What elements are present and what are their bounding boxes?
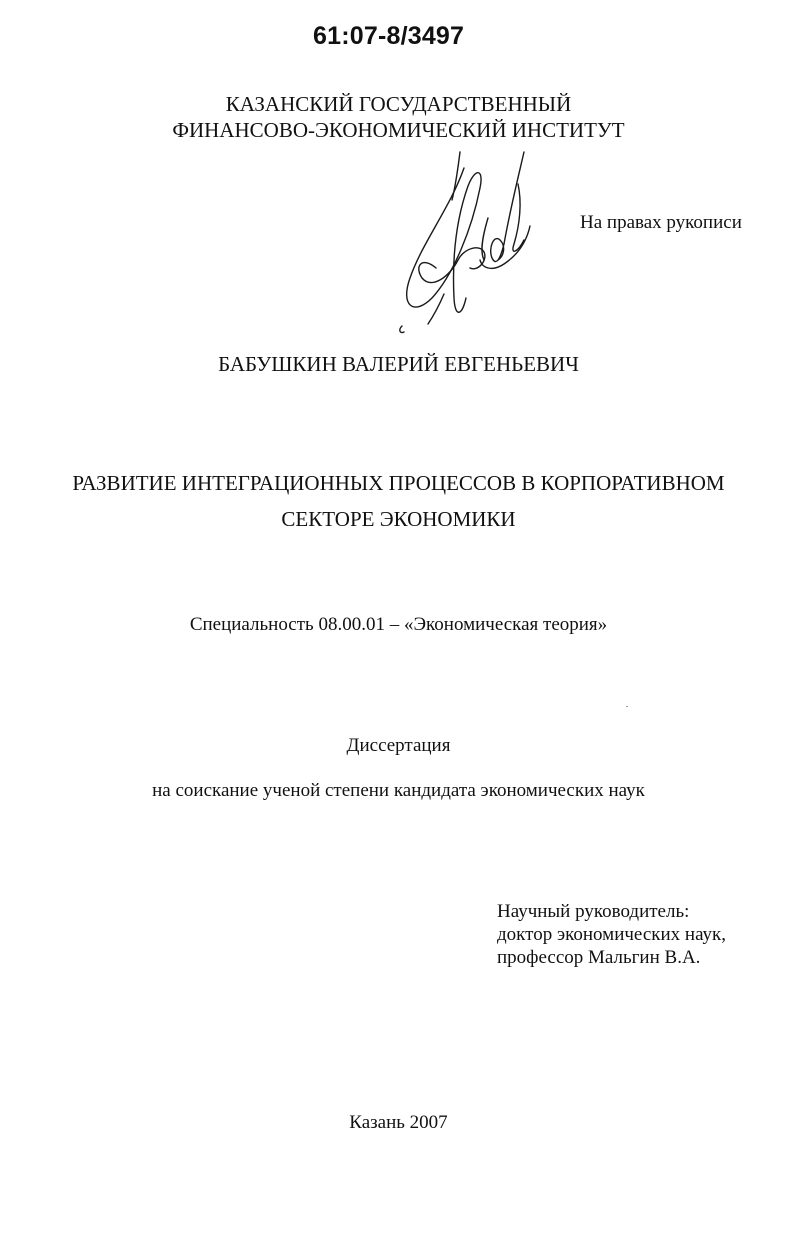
title-line-2: СЕКТОРЕ ЭКОНОМИКИ (281, 507, 516, 531)
degree-line: на соискание ученой степени кандидата экономических наук (152, 780, 645, 801)
document-type: Диссертация (346, 735, 451, 756)
scan-speck (626, 706, 628, 707)
institution-line-1: КАЗАНСКИЙ ГОСУДАРСТВЕННЫЙ (225, 92, 572, 116)
city-year: Казань 2007 (349, 1112, 448, 1133)
author-name: БАБУШКИН ВАЛЕРИЙ ЕВГЕНЬЕВИЧ (218, 352, 579, 376)
archive-code: 61:07-8/3497 (313, 22, 465, 50)
title-line-1: РАЗВИТИЕ ИНТЕГРАЦИОННЫХ ПРОЦЕССОВ В КОРПОРАТИВНОМ (72, 471, 725, 495)
manuscript-rights-note: На правах рукописи (580, 212, 742, 233)
specialty-line: Специальность 08.00.01 – «Экономическая теория» (189, 614, 608, 635)
supervisor-degree: доктор экономических наук, (497, 924, 727, 945)
handwritten-signature (392, 148, 542, 338)
supervisor-label: Научный руководитель: (497, 901, 690, 922)
supervisor-name: профессор Мальгин В.А. (497, 947, 701, 968)
institution-line-2: ФИНАНСОВО-ЭКОНОМИЧЕСКИЙ ИНСТИТУТ (172, 118, 625, 142)
